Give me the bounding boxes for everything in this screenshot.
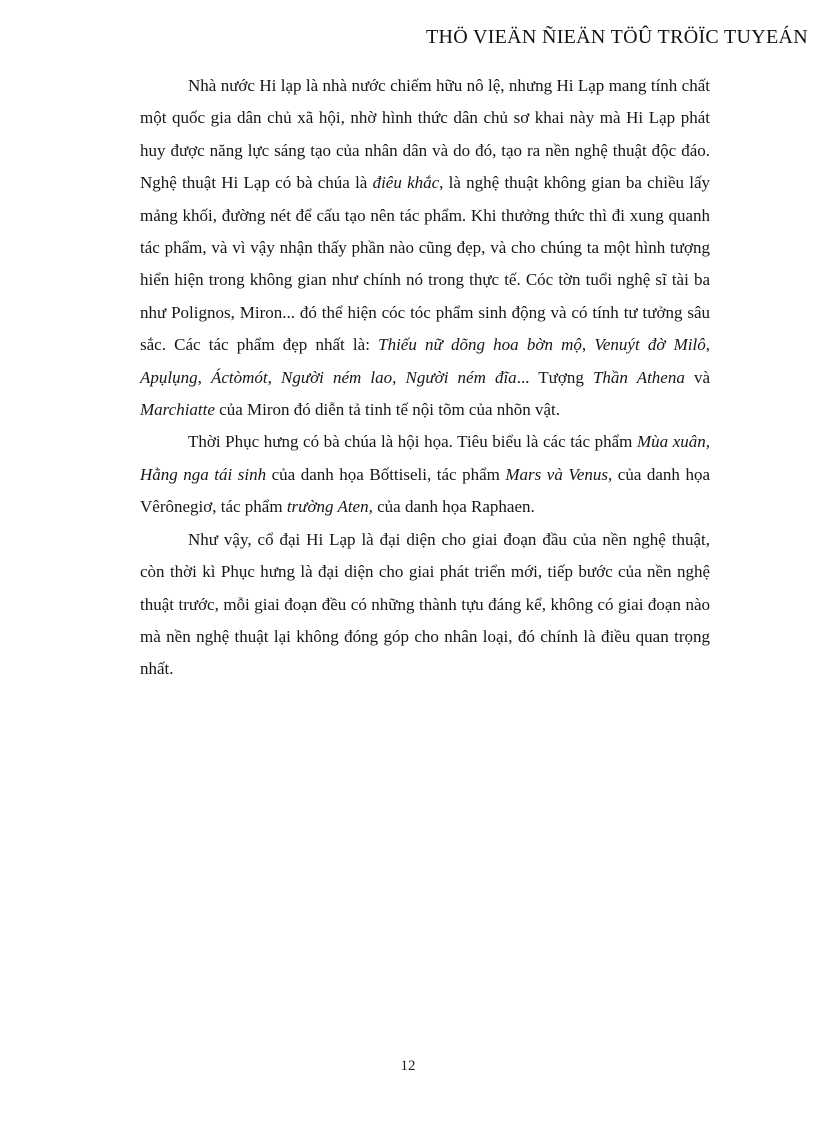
text-run: Nhà nước Hi lạp là nhà nước chiếm hữu nô lệ, nhưng Hi Lạp mang tính chất một quốc gia dân chủ xã hội, nhờ hình thức dân chủ sơ khai này mà Hi Lạp phát huy được năng lực sáng tạo của nhân dân và do đó, tạo ra nền nghệ thuật độc đáo. Nghệ thuật Hi Lạp có bà chúa là	[140, 76, 710, 193]
text-run: của danh họa Raphaen.	[372, 497, 535, 517]
text-run-italic: Người ném lao	[280, 367, 393, 387]
text-run-italic: điêu khắc	[372, 173, 440, 193]
paragraph-2	[140, 426, 710, 523]
text-run-italic: Mùa xuân, Hằng nga tái sinh	[140, 432, 710, 484]
text-run: ,	[581, 335, 595, 355]
text-run-italic: Mars và Venus,	[505, 464, 613, 484]
page-number: 12	[400, 1058, 416, 1074]
text-run-italic: Áctòmót	[210, 367, 268, 387]
paragraph-3	[140, 524, 710, 686]
text-run-italic: Marchiatte	[140, 400, 215, 420]
text-run-italic: Người ném đĩa	[405, 367, 517, 387]
text-run: ,	[392, 367, 406, 387]
text-run: của danh họa Vêrônegiơ, tác phẩm	[140, 464, 710, 517]
text-run: ,	[267, 367, 281, 387]
text-run: Như vậy, cổ đại Hi Lạp là đại diện cho giai đoạn đầu của nền nghệ thuật, còn thời kì Phục hưng là đại diện cho giai phát triển mới, tiếp bước của nền nghệ thuật trước, mỗi giai đoạn đều có những thành tựu đáng kể, không có giai đoạn nào mà nền nghệ thuật lại không đóng góp cho nhân loại, đó chính là điều quan trọng nhất.	[140, 529, 710, 679]
text-run: ,	[197, 367, 211, 387]
text-run-italic: trường Aten,	[286, 497, 373, 517]
text-run: , là nghệ thuật không gian ba chiều lấy mảng khối, đường nét để cấu tạo nên tác phẩm. Khi thưởng thức thì đi xung quanh tác phẩm, và vì vậy nhận thấy phần nào cũng đẹp, và cho chúng ta một hình tượng hiển hiện trong không gian như chính nó trong thực tế. Cóc tờn tuổi nghệ sĩ tài ba như Polignos, Miron... đó thể hiện cóc tóc phẩm sinh động và có tính tư tưởng sâu sắc. Các tác phẩm đẹp nhất là:	[140, 173, 710, 355]
text-run-italic: Venuýt đờ Milô	[594, 335, 706, 355]
text-run-italic: Thần Athena	[592, 367, 685, 387]
paragraph-1	[140, 70, 710, 426]
page-footer	[0, 1058, 816, 1075]
text-run: của Miron đó diễn tả tinh tế nội tõm của nhõn vật.	[214, 400, 561, 420]
document-body	[140, 70, 710, 686]
text-run: Thời Phục hưng có bà chúa là hội họa. Tiêu biểu là các tác phẩm	[188, 432, 637, 452]
text-run: ,	[705, 335, 711, 355]
text-run: ... Tượng	[516, 367, 593, 387]
text-run-italic: Thiếu nữ dõng hoa bờn mộ	[378, 335, 582, 355]
page-header	[426, 26, 808, 49]
text-run: và	[684, 367, 711, 387]
text-run-italic: Apụlụng	[140, 367, 198, 387]
text-run: của danh họa Bốttiseli, tác phẩm	[266, 464, 506, 484]
header-watermark-title: THÖ VIEÄN ÑIEÄN TÖÛ TRÖÏC TUYEÁN	[426, 26, 808, 48]
